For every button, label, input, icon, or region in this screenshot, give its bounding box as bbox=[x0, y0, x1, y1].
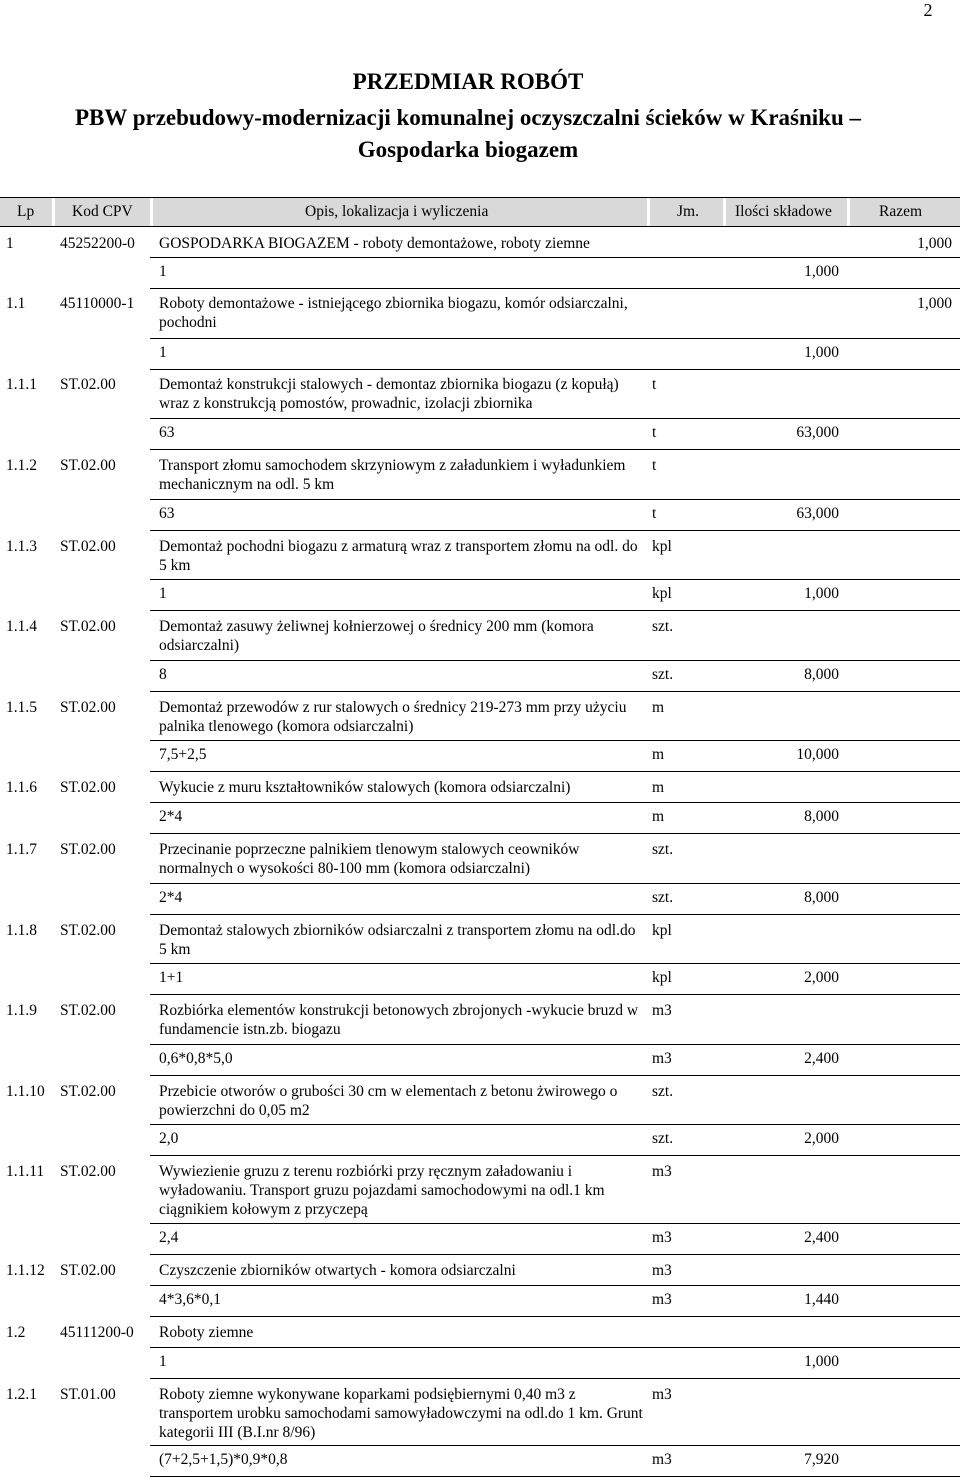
row-code: ST.02.00 bbox=[60, 779, 116, 796]
row-total: 1,000 bbox=[917, 235, 952, 252]
row-code: ST.02.00 bbox=[60, 1262, 116, 1279]
row-unit: t bbox=[652, 376, 657, 393]
table-header bbox=[0, 197, 960, 227]
calc-value: 7,920 bbox=[804, 1451, 839, 1468]
calc-unit: m3 bbox=[652, 1229, 672, 1246]
row-description: Demontaż pochodni biogazu z armaturą wraz z transportem złomu na odl. do 5 km bbox=[159, 538, 638, 574]
calc-expression: 2*4 bbox=[159, 808, 183, 825]
calc-unit: m3 bbox=[652, 1050, 672, 1067]
calculation-row bbox=[150, 1223, 960, 1255]
row-lp: 1.1.11 bbox=[6, 1163, 45, 1180]
row-lp: 1.1 bbox=[6, 295, 26, 312]
calculation-row bbox=[150, 1347, 960, 1379]
calc-expression: 1+1 bbox=[159, 969, 184, 986]
calc-value: 8,000 bbox=[804, 808, 839, 825]
calc-unit: szt. bbox=[652, 1130, 674, 1147]
calculation-row bbox=[150, 802, 960, 834]
calc-expression: 1 bbox=[159, 263, 167, 280]
row-code: ST.02.00 bbox=[60, 1163, 116, 1180]
calc-expression: (7+2,5+1,5)*0,9*0,8 bbox=[159, 1451, 288, 1468]
calculation-row bbox=[150, 1285, 960, 1317]
row-unit: szt. bbox=[652, 841, 674, 858]
row-code: ST.01.00 bbox=[60, 1386, 116, 1403]
row-description: Wykucie z muru kształtowników stalowych (komora odsiarczalni) bbox=[159, 779, 571, 796]
row-code: ST.02.00 bbox=[60, 1002, 116, 1019]
row-code: ST.02.00 bbox=[60, 457, 116, 474]
calc-unit: m bbox=[652, 808, 665, 825]
calculation-row bbox=[150, 740, 960, 772]
row-code: ST.02.00 bbox=[60, 922, 116, 939]
calc-expression: 2,0 bbox=[159, 1130, 179, 1147]
document-subtitle: PBW przebudowy-modernizacji komunalnej oczyszczalni ścieków w Kraśniku – Gospodarka biogazem bbox=[74, 105, 862, 162]
calc-value: 10,000 bbox=[796, 746, 839, 763]
row-lp: 1.1.5 bbox=[6, 699, 37, 716]
row-unit: m3 bbox=[652, 1002, 672, 1019]
row-code: ST.02.00 bbox=[60, 841, 116, 858]
row-code: 45111200-0 bbox=[60, 1324, 134, 1341]
calc-expression: 1 bbox=[159, 585, 167, 602]
calc-value: 2,400 bbox=[804, 1050, 839, 1067]
row-unit: m3 bbox=[652, 1386, 672, 1403]
calculation-row bbox=[150, 499, 960, 531]
row-lp: 1.1.6 bbox=[6, 779, 37, 796]
calc-expression: 0,6*0,8*5,0 bbox=[159, 1050, 233, 1067]
column-header-jm: Jm. bbox=[677, 203, 699, 220]
calc-expression: 8 bbox=[159, 666, 167, 683]
calc-value: 8,000 bbox=[804, 666, 839, 683]
row-description: Roboty ziemne bbox=[159, 1324, 254, 1341]
row-lp: 1.1.8 bbox=[6, 922, 37, 939]
row-unit: t bbox=[652, 457, 657, 474]
row-code: ST.02.00 bbox=[60, 1083, 116, 1100]
header-separator bbox=[647, 198, 650, 226]
title-block bbox=[0, 68, 936, 166]
page-number: 2 bbox=[923, 0, 933, 20]
calc-value: 8,000 bbox=[804, 889, 839, 906]
row-lp: 1.1.9 bbox=[6, 1002, 37, 1019]
calculation-row bbox=[150, 660, 960, 692]
calculation-row bbox=[150, 338, 960, 370]
column-header-lp: Lp bbox=[17, 203, 35, 220]
row-lp: 1.1.4 bbox=[6, 618, 37, 635]
column-header-ilosci: Ilości składowe bbox=[735, 203, 832, 220]
row-unit: m3 bbox=[652, 1262, 672, 1279]
row-description: GOSPODARKA BIOGAZEM - roboty demontażowe, roboty ziemne bbox=[159, 235, 590, 252]
calculation-row bbox=[150, 1445, 960, 1477]
calc-value: 63,000 bbox=[796, 505, 839, 522]
header-separator bbox=[52, 198, 55, 226]
row-lp: 1.1.2 bbox=[6, 457, 37, 474]
row-lp: 1.1.10 bbox=[6, 1083, 45, 1100]
calc-expression: 7,5+2,5 bbox=[159, 746, 207, 763]
calc-unit: szt. bbox=[652, 666, 674, 683]
calc-unit: m3 bbox=[652, 1291, 672, 1308]
calculation-row bbox=[150, 1124, 960, 1156]
row-code: ST.02.00 bbox=[60, 699, 116, 716]
row-lp: 1.2.1 bbox=[6, 1386, 37, 1403]
calc-unit: t bbox=[652, 505, 657, 522]
calc-expression: 4*3,6*0,1 bbox=[159, 1291, 221, 1308]
row-code: ST.02.00 bbox=[60, 376, 116, 393]
column-header-kod: Kod CPV bbox=[72, 203, 133, 220]
row-description: Transport złomu samochodem skrzyniowym z załadunkiem i wyładunkiem mechanicznym na odl. 5 km bbox=[159, 457, 626, 493]
calc-expression: 1 bbox=[159, 1353, 167, 1370]
calc-unit: m3 bbox=[652, 1451, 672, 1468]
document-title: PRZEDMIAR ROBÓT bbox=[352, 69, 584, 94]
calc-value: 1,000 bbox=[804, 585, 839, 602]
column-header-razem: Razem bbox=[879, 203, 923, 220]
calc-expression: 63 bbox=[159, 505, 175, 522]
calc-value: 1,000 bbox=[804, 344, 839, 361]
row-description: Przecinanie poprzeczne palnikiem tlenowym stalowych ceowników normalnych o wysokości 80-100 mm (komora odsiarczalni) bbox=[159, 841, 580, 877]
row-unit: kpl bbox=[652, 538, 672, 555]
calc-expression: 2*4 bbox=[159, 889, 183, 906]
calculation-row bbox=[150, 418, 960, 450]
calc-value: 1,440 bbox=[804, 1291, 839, 1308]
row-unit: szt. bbox=[652, 1083, 674, 1100]
calc-value: 63,000 bbox=[796, 424, 839, 441]
row-description: Demontaż przewodów z rur stalowych o średnicy 219-273 mm przy użyciu palnika tlenowego (komora odsiarczalni) bbox=[159, 699, 627, 735]
row-code: 45110000-1 bbox=[60, 295, 135, 312]
calc-value: 2,000 bbox=[804, 969, 839, 986]
row-description: Wywiezienie gruzu z terenu rozbiórki przy ręcznym załadowaniu i wyładowaniu. Transport gruzu pojazdami samochodowymi na odl.1 km ciągnikiem kołowym z przyczepą bbox=[159, 1163, 605, 1218]
calc-value: 2,000 bbox=[804, 1130, 839, 1147]
header-separator bbox=[847, 198, 850, 226]
row-lp: 1.1.12 bbox=[6, 1262, 45, 1279]
row-total: 1,000 bbox=[917, 295, 952, 312]
row-unit: m bbox=[652, 779, 665, 796]
calc-value: 1,000 bbox=[804, 263, 839, 280]
header-separator bbox=[723, 198, 726, 226]
row-lp: 1.1.3 bbox=[6, 538, 37, 555]
row-description: Roboty demontażowe - istniejącego zbiornika biogazu, komór odsiarczalni, pochodni bbox=[159, 295, 628, 331]
row-description: Demontaż konstrukcji stalowych - demontaz zbiornika biogazu (z kopułą) wraz z konstrukcją pomostów, prowadnic, izolacji zbiornika bbox=[159, 376, 619, 412]
calc-unit: t bbox=[652, 424, 657, 441]
calc-unit: kpl bbox=[652, 585, 672, 602]
calculation-row bbox=[150, 883, 960, 915]
calc-value: 1,000 bbox=[804, 1353, 839, 1370]
calc-expression: 63 bbox=[159, 424, 175, 441]
header-separator bbox=[150, 198, 153, 226]
row-code: ST.02.00 bbox=[60, 618, 116, 635]
calculation-row bbox=[150, 257, 960, 289]
calculation-row bbox=[150, 579, 960, 611]
row-unit: m bbox=[652, 699, 665, 716]
row-lp: 1 bbox=[6, 235, 14, 252]
row-description: Rozbiórka elementów konstrukcji betonowych zbrojonych -wykucie bruzd w fundamencie istn.zb. biogazu bbox=[159, 1002, 639, 1038]
row-unit: m3 bbox=[652, 1163, 672, 1180]
calc-unit: szt. bbox=[652, 889, 674, 906]
calc-value: 2,400 bbox=[804, 1229, 839, 1246]
calc-expression: 2,4 bbox=[159, 1229, 179, 1246]
calc-unit: m bbox=[652, 746, 665, 763]
row-description: Przebicie otworów o grubości 30 cm w elementach z betonu żwirowego o powierzchni do 0,05 m2 bbox=[159, 1083, 618, 1119]
row-unit: kpl bbox=[652, 922, 672, 939]
calc-expression: 1 bbox=[159, 344, 167, 361]
calculation-row bbox=[150, 1044, 960, 1076]
row-lp: 1.1.7 bbox=[6, 841, 37, 858]
row-code: 45252200-0 bbox=[60, 235, 135, 252]
calculation-row bbox=[150, 963, 960, 995]
row-code: ST.02.00 bbox=[60, 538, 116, 555]
row-unit: szt. bbox=[652, 618, 674, 635]
row-lp: 1.1.1 bbox=[6, 376, 37, 393]
column-header-opis: Opis, lokalizacja i wyliczenia bbox=[305, 203, 489, 220]
row-description: Czyszczenie zbiorników otwartych - komora odsiarczalni bbox=[159, 1262, 516, 1279]
row-description: Demontaż stalowych zbiorników odsiarczalni z transportem złomu na odl.do 5 km bbox=[159, 922, 636, 958]
calc-unit: kpl bbox=[652, 969, 672, 986]
row-description: Roboty ziemne wykonywane koparkami podsiębiernymi 0,40 m3 z transportem urobku samochodami samowyładowczymi na odl.do 1 km. Grunt kategorii III (B.I.nr 8/96) bbox=[159, 1386, 643, 1441]
row-lp: 1.2 bbox=[6, 1324, 26, 1341]
row-description: Demontaż zasuwy żeliwnej kołnierzowej o średnicy 200 mm (komora odsiarczalni) bbox=[159, 618, 594, 654]
